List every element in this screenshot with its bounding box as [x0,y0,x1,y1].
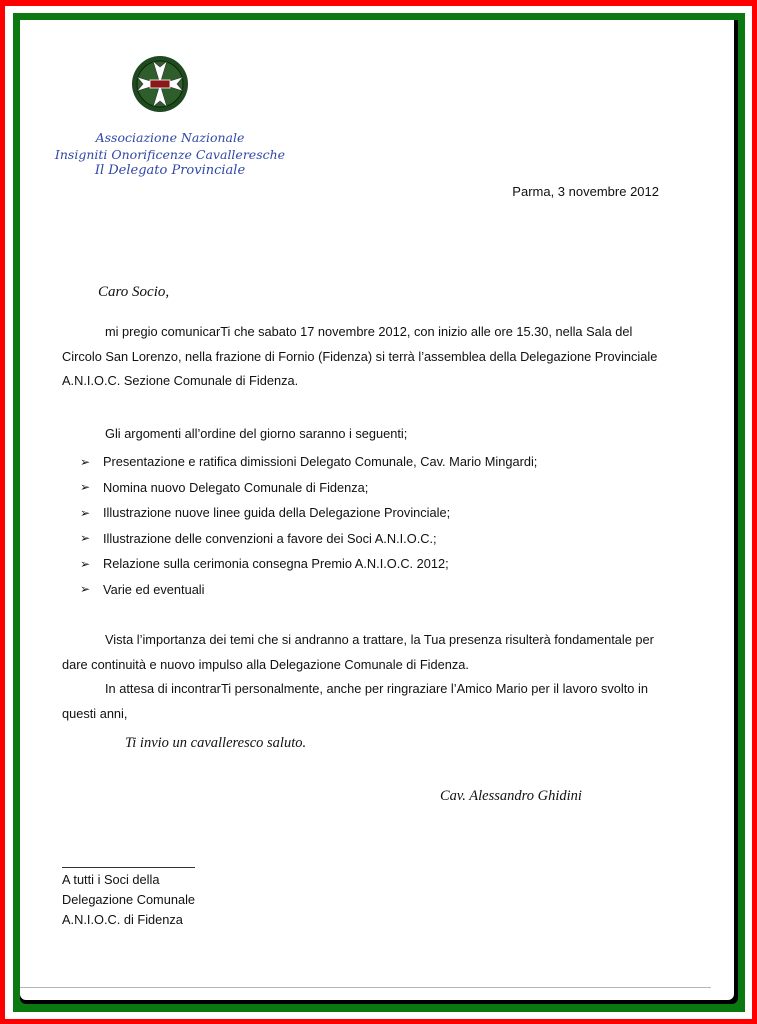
arrow-bullet-icon: ➢ [80,556,91,571]
agenda-item [80,475,537,501]
recipient-line: A.N.I.O.C. di Fidenza [62,912,183,927]
agenda-item [80,500,537,526]
agenda-intro: Gli argomenti all’ordine del giorno saranno i seguenti; [105,426,408,441]
org-name-line-1: Associazione Nazionale [95,130,245,145]
salutation: Caro Socio, [98,284,170,300]
aniotc-emblem-icon [131,55,189,113]
arrow-bullet-icon: ➢ [80,582,91,597]
page-bottom-rule [20,987,711,988]
recipient-line: A tutti i Soci della [62,872,160,887]
paragraph-2-text: Vista l’importanza dei temi che si andranno a trattare, la Tua presenza risulterà fondamentale per dare continuità e nuovo impulso alla Delegazione Comunale di Fidenza. [62,632,654,672]
agenda-item-text: Illustrazione delle convenzioni a favore dei Soci A.N.I.O.C.; [103,530,437,546]
recipient-block [62,870,195,930]
org-name-line-2: Insigniti Onorificenze Cavalleresche [54,147,286,162]
agenda-item [80,577,537,603]
arrow-bullet-icon: ➢ [80,505,91,520]
letter-date: Parma, 3 novembre 2012 [512,184,659,199]
recipient-line: Delegazione Comunale [62,892,196,907]
agenda-item-text: Illustrazione nuove linee guida della Delegazione Provinciale; [103,505,451,521]
paragraph-announcement [62,320,660,394]
closing-greeting: Ti invio un cavalleresco saluto. [125,735,307,751]
agenda-item [80,551,537,577]
signature: Cav. Alessandro Ghidini [440,788,582,804]
arrow-bullet-icon: ➢ [80,454,91,469]
paragraph-closing [62,628,660,726]
agenda-list [80,449,537,602]
agenda-item-text: Varie ed eventuali [103,581,205,597]
agenda-item [80,449,537,475]
recipient-divider [62,867,195,868]
org-title-line: Il Delegato Provinciale [94,163,246,178]
agenda-item-text: Nomina nuovo Delegato Comunale di Fidenza; [103,479,369,495]
paragraph-3-text: In attesa di incontrarTi personalmente, anche per ringraziare l’Amico Mario per il lavoro svolto in questi anni, [62,681,648,721]
paragraph-1-text: mi pregio comunicarTi che sabato 17 novembre 2012, con inizio alle ore 15.30, nella Sala del Circolo San Lorenzo, nella frazione di Fornio (Fidenza) si terrà l’assemblea della Delegazione Provinciale A.N.I.O.C. Sezione Comunale di Fidenza. [62,324,658,388]
agenda-item-text: Relazione sulla cerimonia consegna Premio A.N.I.O.C. 2012; [103,556,449,572]
agenda-item-text: Presentazione e ratifica dimissioni Delegato Comunale, Cav. Mario Mingardi; [103,454,538,470]
arrow-bullet-icon: ➢ [80,480,91,495]
arrow-bullet-icon: ➢ [80,531,91,546]
agenda-item [80,526,537,552]
